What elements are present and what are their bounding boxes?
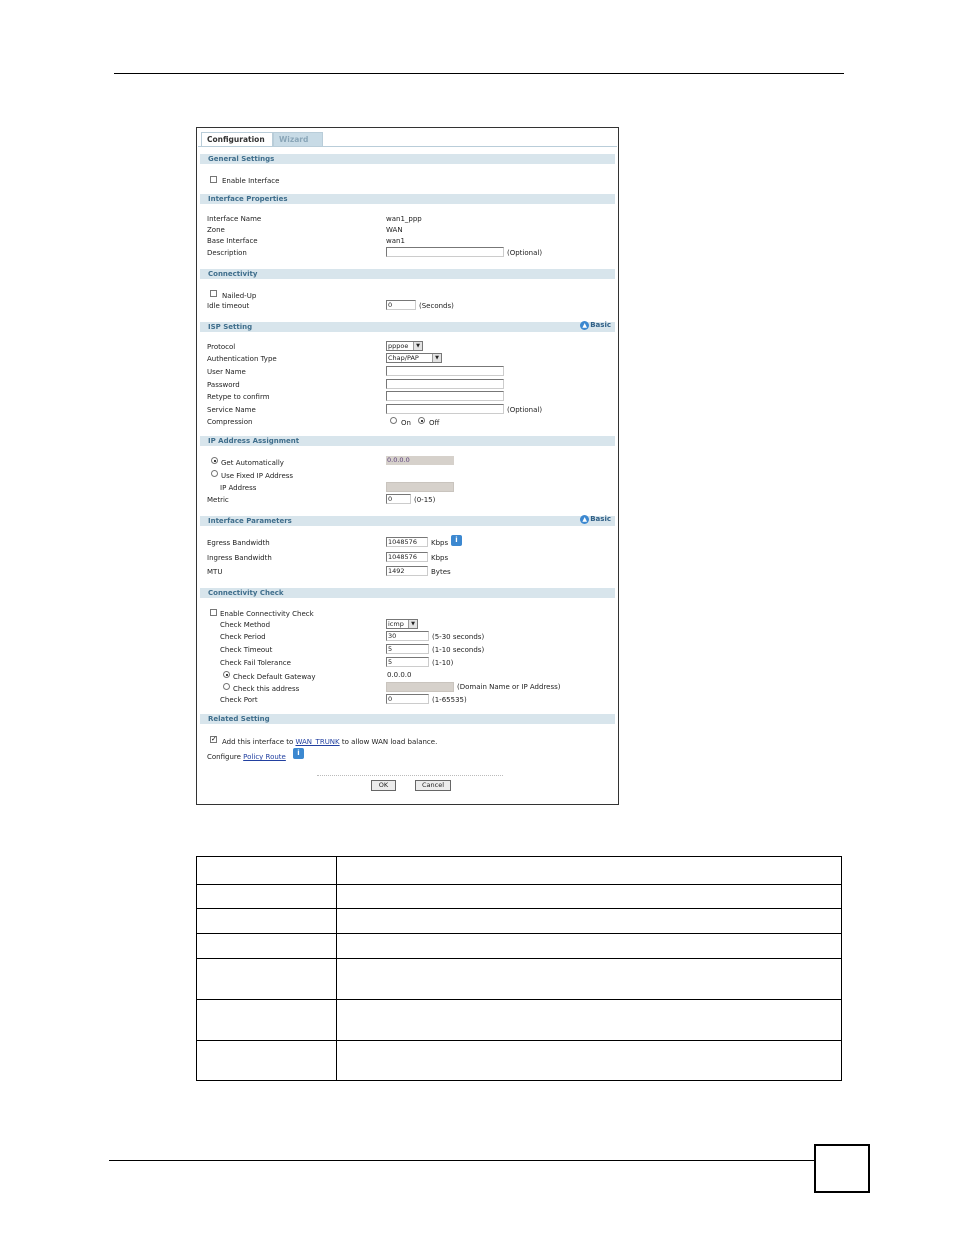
wan-trunk-text [222, 738, 437, 746]
description-input[interactable] [386, 247, 504, 257]
service-name-hint: (Optional) [507, 406, 543, 414]
table-cell [337, 959, 842, 1000]
section-isp-setting [200, 322, 615, 332]
ok-button[interactable]: OK [371, 780, 396, 791]
info-icon[interactable]: i [451, 535, 462, 546]
egress-bandwidth-unit: Kbps [431, 539, 449, 547]
check-timeout-hint: (1-10 seconds) [432, 646, 485, 654]
ip-address-input[interactable] [386, 482, 454, 492]
check-port-label: Check Port [220, 696, 258, 704]
tab-configuration[interactable]: Configuration [201, 132, 273, 146]
use-fixed-ip-label: Use Fixed IP Address [221, 472, 294, 480]
check-method-value: icmp [388, 620, 404, 628]
authentication-type-label: Authentication Type [207, 355, 277, 363]
idle-timeout-unit: (Seconds) [419, 302, 454, 310]
check-port-input[interactable]: 0 [386, 694, 429, 704]
page-number-box [814, 1144, 870, 1193]
table-row [197, 1041, 842, 1081]
check-this-address-radio[interactable] [223, 683, 230, 690]
table-cell [197, 959, 337, 1000]
use-fixed-ip-radio[interactable] [211, 470, 218, 477]
section-connectivity-check: Connectivity Check [200, 588, 615, 598]
check-fail-tolerance-label: Check Fail Tolerance [220, 659, 291, 667]
metric-label: Metric [207, 496, 229, 504]
zone-label: Zone [207, 226, 225, 234]
section-interface-properties: Interface Properties [200, 194, 615, 204]
description-hint: (Optional) [507, 249, 543, 257]
button-divider [317, 775, 503, 777]
check-this-address-label: Check this address [233, 685, 300, 693]
password-input[interactable] [386, 379, 504, 389]
table-row [197, 909, 842, 934]
check-fail-tolerance-input[interactable]: 5 [386, 657, 429, 667]
get-automatically-radio[interactable] [211, 457, 218, 464]
check-default-gateway-value: 0.0.0.0 [387, 671, 412, 679]
nailed-up-checkbox[interactable] [210, 290, 217, 297]
get-automatically-label: Get Automatically [221, 459, 284, 467]
chevron-down-icon: ▼ [408, 620, 417, 628]
basic-toggle-icon: ▲ [580, 515, 589, 524]
tab-wizard[interactable]: Wizard [273, 132, 323, 146]
base-interface-label: Base Interface [207, 237, 258, 245]
service-name-label: Service Name [207, 406, 256, 414]
protocol-select[interactable] [386, 341, 423, 351]
authentication-type-value: Chap/PAP [388, 354, 419, 362]
compression-on-label: On [401, 419, 411, 427]
authentication-type-select[interactable] [386, 353, 442, 363]
table-cell [197, 857, 337, 885]
params-basic-toggle[interactable] [580, 514, 611, 524]
check-default-gateway-label: Check Default Gateway [233, 673, 316, 681]
policy-route-link[interactable]: Policy Route [243, 753, 286, 761]
policy-route-text [207, 753, 286, 761]
egress-bandwidth-label: Egress Bandwidth [207, 539, 270, 547]
user-name-label: User Name [207, 368, 246, 376]
chevron-down-icon: ▼ [432, 354, 441, 362]
isp-basic-label: Basic [590, 321, 611, 329]
table-cell [337, 1000, 842, 1041]
table-cell [197, 909, 337, 934]
mtu-input[interactable]: 1492 [386, 566, 428, 576]
ingress-bandwidth-label: Ingress Bandwidth [207, 554, 272, 562]
user-name-input[interactable] [386, 366, 504, 376]
section-related-setting: Related Setting [200, 714, 615, 724]
basic-toggle-icon: ▲ [580, 321, 589, 330]
mtu-unit: Bytes [431, 568, 451, 576]
compression-label: Compression [207, 418, 253, 426]
check-method-select[interactable] [386, 619, 418, 629]
header-rule [114, 73, 844, 74]
metric-input[interactable]: 0 [386, 494, 411, 504]
nailed-up-label: Nailed-Up [222, 292, 257, 300]
wan-trunk-link[interactable]: WAN_TRUNK [295, 738, 340, 746]
check-address-input[interactable] [386, 682, 454, 692]
compression-on-radio[interactable] [390, 417, 397, 424]
zone-value: WAN [386, 226, 403, 234]
interface-name-value: wan1_ppp [386, 215, 422, 223]
check-port-hint: (1-65535) [432, 696, 467, 704]
table-row [197, 959, 842, 1000]
wan-trunk-suffix: to allow WAN load balance. [341, 738, 438, 746]
field-description-table [196, 856, 842, 1081]
tab-divider [198, 146, 617, 147]
check-timeout-input[interactable]: 5 [386, 644, 429, 654]
table-row [197, 934, 842, 959]
params-basic-label: Basic [590, 515, 611, 523]
protocol-label: Protocol [207, 343, 236, 351]
base-interface-value: wan1 [386, 237, 405, 245]
check-method-label: Check Method [220, 621, 271, 629]
compression-off-radio[interactable] [418, 417, 425, 424]
table-header-row [197, 857, 842, 885]
ingress-bandwidth-unit: Kbps [431, 554, 449, 562]
check-period-hint: (5-30 seconds) [432, 633, 485, 641]
auto-ip-value: 0.0.0.0 [386, 456, 454, 465]
metric-hint: (0-15) [414, 496, 436, 504]
table-row [197, 885, 842, 909]
pppoe-interface-edit-panel [196, 127, 619, 805]
table-cell [197, 1041, 337, 1081]
add-to-wan-trunk-checkbox[interactable]: ✓ [211, 735, 217, 743]
check-period-input[interactable]: 30 [386, 631, 429, 641]
ip-address-label: IP Address [220, 484, 257, 492]
table-cell [337, 934, 842, 959]
table-cell [197, 885, 337, 909]
isp-setting-title: ISP Setting [208, 323, 253, 331]
enable-interface-checkbox[interactable] [210, 176, 217, 183]
footer-rule [109, 1160, 816, 1161]
check-period-label: Check Period [220, 633, 266, 641]
table-cell [197, 934, 337, 959]
mtu-label: MTU [207, 568, 223, 576]
protocol-select-value: pppoe [388, 342, 409, 350]
interface-name-label: Interface Name [207, 215, 262, 223]
enable-connectivity-check-checkbox[interactable] [210, 609, 217, 616]
enable-connectivity-check-label: Enable Connectivity Check [220, 610, 314, 618]
compression-off-label: Off [429, 419, 440, 427]
retype-password-input[interactable] [386, 391, 504, 401]
egress-bandwidth-input[interactable]: 1048576 [386, 537, 428, 547]
chevron-down-icon: ▼ [413, 342, 422, 350]
idle-timeout-input[interactable]: 0 [386, 300, 416, 310]
policy-route-prefix: Configure [207, 753, 241, 761]
isp-basic-toggle[interactable] [580, 320, 611, 330]
section-ip-address-assignment: IP Address Assignment [200, 436, 615, 446]
idle-timeout-label: Idle timeout [207, 302, 250, 310]
table-cell [337, 885, 842, 909]
service-name-input[interactable] [386, 404, 504, 414]
section-connectivity: Connectivity [200, 269, 615, 279]
ingress-bandwidth-input[interactable]: 1048576 [386, 552, 428, 562]
table-row [197, 1000, 842, 1041]
check-fail-tolerance-hint: (1-10) [432, 659, 454, 667]
description-label: Description [207, 249, 247, 257]
check-default-gateway-radio[interactable] [223, 671, 230, 678]
cancel-button[interactable]: Cancel [415, 780, 451, 791]
check-address-hint: (Domain Name or IP Address) [457, 683, 561, 691]
table-cell [337, 857, 842, 885]
interface-parameters-title: Interface Parameters [208, 517, 292, 525]
info-icon[interactable]: i [293, 748, 304, 759]
section-interface-parameters [200, 516, 615, 526]
password-label: Password [207, 381, 240, 389]
table-cell [337, 909, 842, 934]
retype-password-label: Retype to confirm [207, 393, 270, 401]
table-cell [337, 1041, 842, 1081]
check-timeout-label: Check Timeout [220, 646, 273, 654]
wan-trunk-prefix: Add this interface to [222, 738, 294, 746]
section-general-settings: General Settings [200, 154, 615, 164]
table-cell [197, 1000, 337, 1041]
enable-interface-label: Enable Interface [222, 177, 280, 185]
